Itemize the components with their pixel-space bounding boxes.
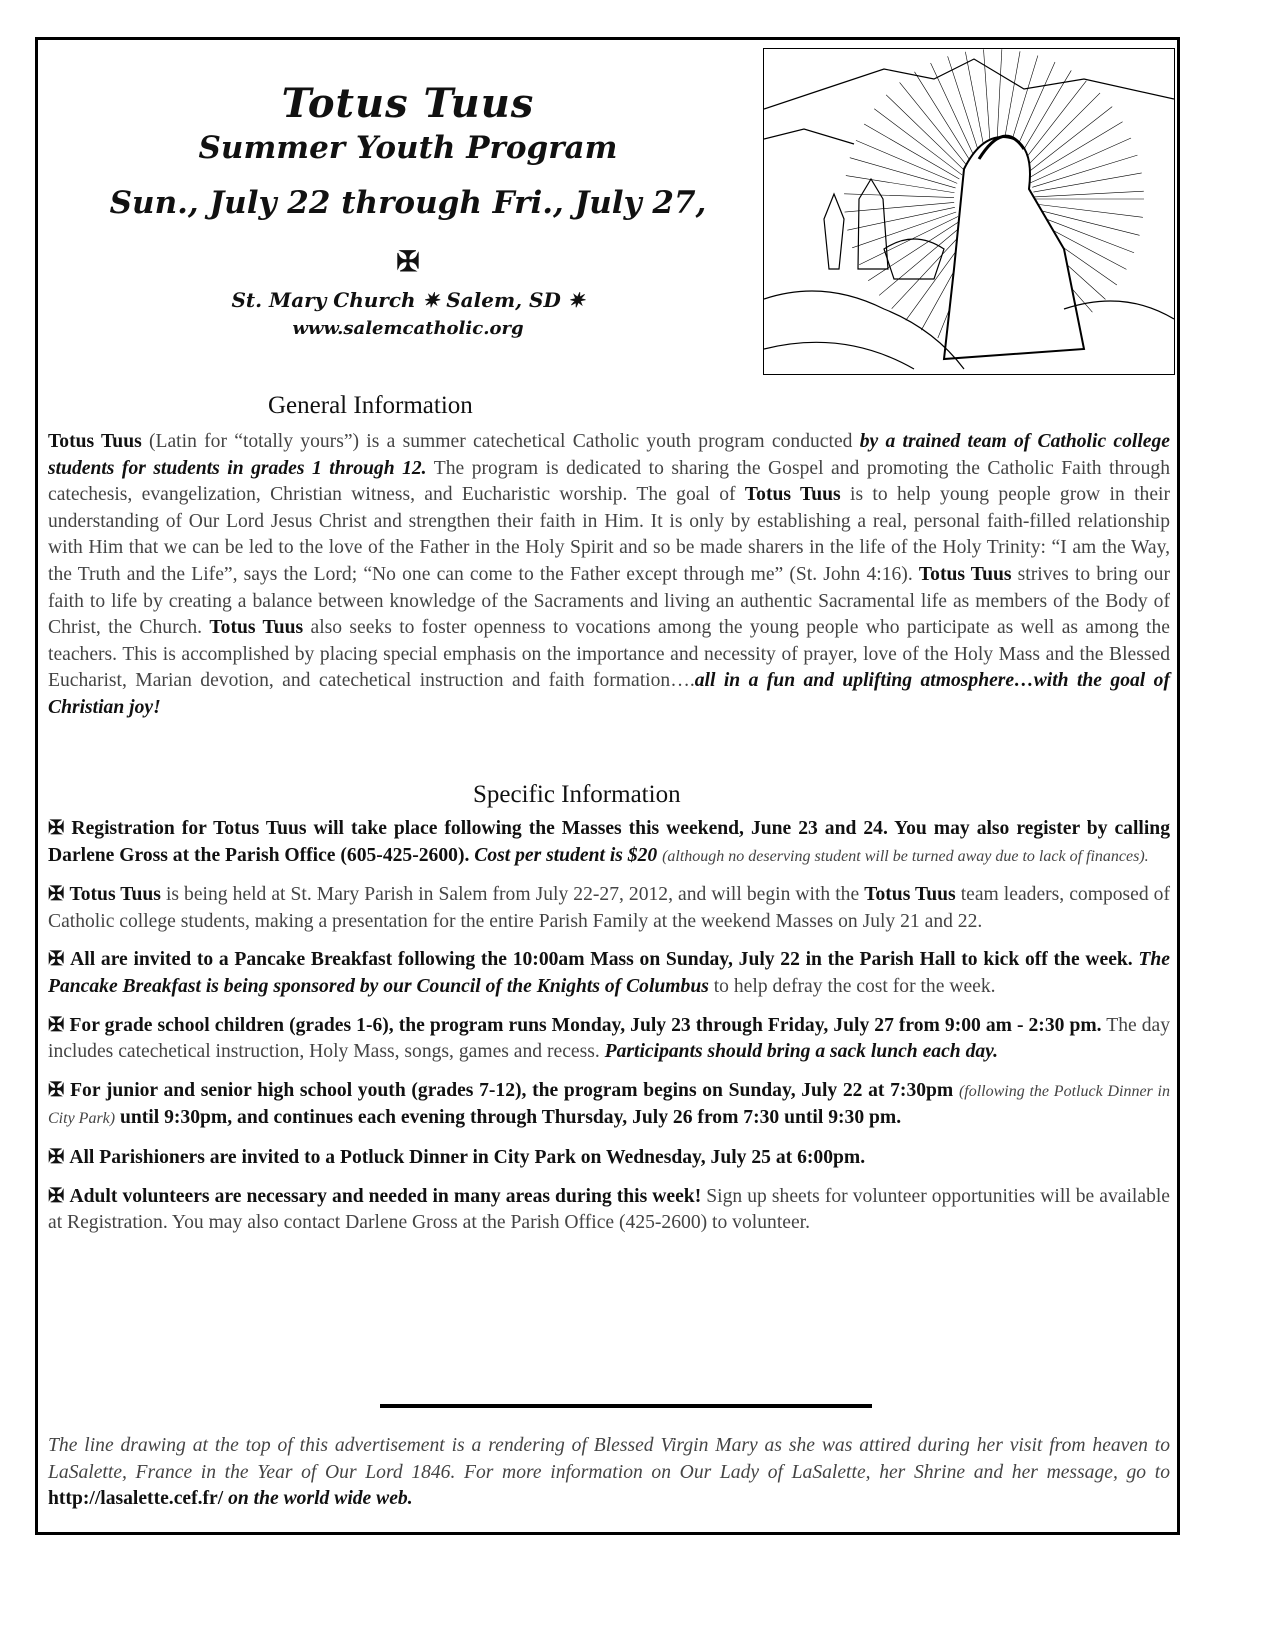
text-segment: Totus Tuus [918, 563, 1012, 585]
dates: Sun., July 22 through Fri., July 27, [109, 185, 707, 221]
list-item [48, 1013, 1170, 1066]
text-segment: (although no deserving student will be turned away due to lack of finances). [662, 847, 1149, 865]
general-heading: General Information [268, 392, 473, 419]
text-segment: on the world wide web. [223, 1488, 413, 1510]
text-segment: Totus Tuus [744, 484, 841, 506]
text-segment: Registration for Totus Tuus will take place following the Masses this weekend, June 23 and 24. You may also register by calling Darlene Gross at the Parish Office (605-425-2600). [48, 818, 1170, 866]
text-segment: is being held at St. Mary Parish in Salem from July 22-27, 2012, and will begin with the [160, 884, 865, 906]
cross-bullet-icon: ✠ [48, 949, 65, 971]
illustration-drawing-icon [764, 49, 1174, 374]
title: Totus Tuus [281, 80, 535, 127]
list-item [48, 1078, 1170, 1133]
list-item [48, 947, 1170, 1000]
text-segment: (following the Potluck Dinner in City Park) [48, 1082, 1170, 1128]
cross-bullet-icon: ✠ [48, 1185, 65, 1207]
text-segment: Totus Tuus [48, 431, 142, 452]
location: St. Mary Church ✷ Salem, SD ✷ [231, 288, 585, 312]
cross-bullet-icon: ✠ [48, 884, 65, 906]
text-segment: Cost per student is $20 [474, 844, 663, 866]
cross-bullet-icon: ✠ [48, 1014, 65, 1036]
text-segment: All are invited to a Pancake Breakfast following the 10:00am Mass on Sunday, July 22 in the Parish Hall to kick off the week. [70, 949, 1139, 971]
divider [380, 1404, 872, 1408]
text-segment: all in a fun and uplifting atmosphere…with the goal of Christian joy! [48, 670, 1170, 718]
text-segment: For grade school children (grades 1-6), the program runs Monday, July 23 through Friday, July 27 from 9:00 am - 2:30 pm. [69, 1014, 1102, 1036]
text-segment: (Latin for “totally yours”) is a summer catechetical Catholic youth program conducted [141, 431, 860, 452]
text-segment: strives to bring our faith to life by creating a balance between knowledge of the Sacraments and living an authentic Sacramental life as members of the Body of Christ, the Church. [48, 563, 1170, 639]
footer-note [48, 1433, 1170, 1525]
text-segment: Totus Tuus [69, 884, 161, 906]
text-segment: by a trained team of Catholic college students for students in grades 1 through 12. [48, 431, 1170, 479]
text-segment: The day includes catechetical instruction, Holy Mass, songs, games and recess. [48, 1014, 1170, 1063]
text-segment: Totus Tuus [209, 617, 304, 639]
text-segment: team leaders, composed of Catholic college students, making a presentation for the entire Parish Family at the weekend Masses on July 21 and 22. [48, 884, 1170, 932]
text-segment: All Parishioners are invited to a Potluck Dinner in City Park on Wednesday, July 25 at 6:00pm. [69, 1146, 866, 1168]
footer-paragraph [48, 1433, 1170, 1513]
specific-heading: Specific Information [473, 781, 681, 808]
text-segment: The program is dedicated to sharing the Gospel and promoting the Catholic Faith through catechesis, evangelization, Christian witness, and Eucharistic worship. The goal of [48, 457, 1170, 506]
general-body [48, 429, 1170, 734]
text-segment: is to help young people grow in their understanding of Our Lord Jesus Christ and strengthen their faith in Him. It is only by establishing a real, personal faith-filled relationship with Him that we can be led to the love of the Father in the Holy Spirit and so be made sharers in the life of the Holy Trinity: “I am the Way, the Truth and the Life”, says the Lord; “No one can come to the Father except through me” (St. John 4:16). [48, 484, 1170, 585]
text-segment: Participants should bring a sack lunch each day. [604, 1041, 999, 1063]
text-segment: Adult volunteers are necessary and needed in many areas during this week! [69, 1185, 702, 1207]
list-item [48, 816, 1170, 870]
subtitle: Summer Youth Program [198, 130, 618, 166]
list-item [48, 1145, 1170, 1172]
text-segment[interactable]: http://lasalette.cef.fr/ [48, 1488, 224, 1510]
text-segment: Totus Tuus [864, 884, 956, 906]
text-segment: until 9:30pm, and continues each evening through Thursday, July 26 from 7:30 until 9:30 pm. [115, 1107, 902, 1129]
virgin-mary-illustration [763, 48, 1175, 375]
text-segment: The Pancake Breakfast is being sponsored by our Council of the Knights of Columbus [48, 949, 1170, 997]
text-segment: For junior and senior high school youth (grades 7-12), the program begins on Sunday, July 22 at 7:30pm [70, 1079, 959, 1101]
cross-bullet-icon: ✠ [48, 1079, 65, 1101]
text-segment: also seeks to foster openness to vocations among the young people who participate as well as among the teachers. This is accomplished by placing special emphasis on the importance and necessity of prayer, love of the Holy Mass and the Blessed Eucharist, Marian devotion, and catechetical instruction and faith formation…. [48, 617, 1170, 692]
website: www.salemcatholic.org [292, 318, 524, 339]
flyer-frame [35, 37, 1180, 1535]
text-segment: to help defray the cost for the week. [708, 975, 996, 997]
list-item [48, 1184, 1170, 1237]
text-segment: Sign up sheets for volunteer opportunities will be available at Registration. You may also contact Darlene Gross at the Parish Office (425-2600) to volunteer. [48, 1185, 1171, 1234]
cross-bullet-icon: ✠ [48, 1146, 65, 1168]
list-item [48, 882, 1170, 935]
specific-list [48, 816, 1170, 1249]
text-segment: The line drawing at the top of this advertisement is a rendering of Blessed Virgin Mary as she was attired during her visit from heaven to LaSalette, France in the Year of Our Lord 1846. For more information on Our Lady of LaSalette, her Shrine and her message, go to [48, 1435, 1170, 1483]
cross-bullet-icon: ✠ [48, 818, 65, 839]
general-paragraph [48, 429, 1170, 722]
cross-icon: ✠ [396, 245, 420, 278]
